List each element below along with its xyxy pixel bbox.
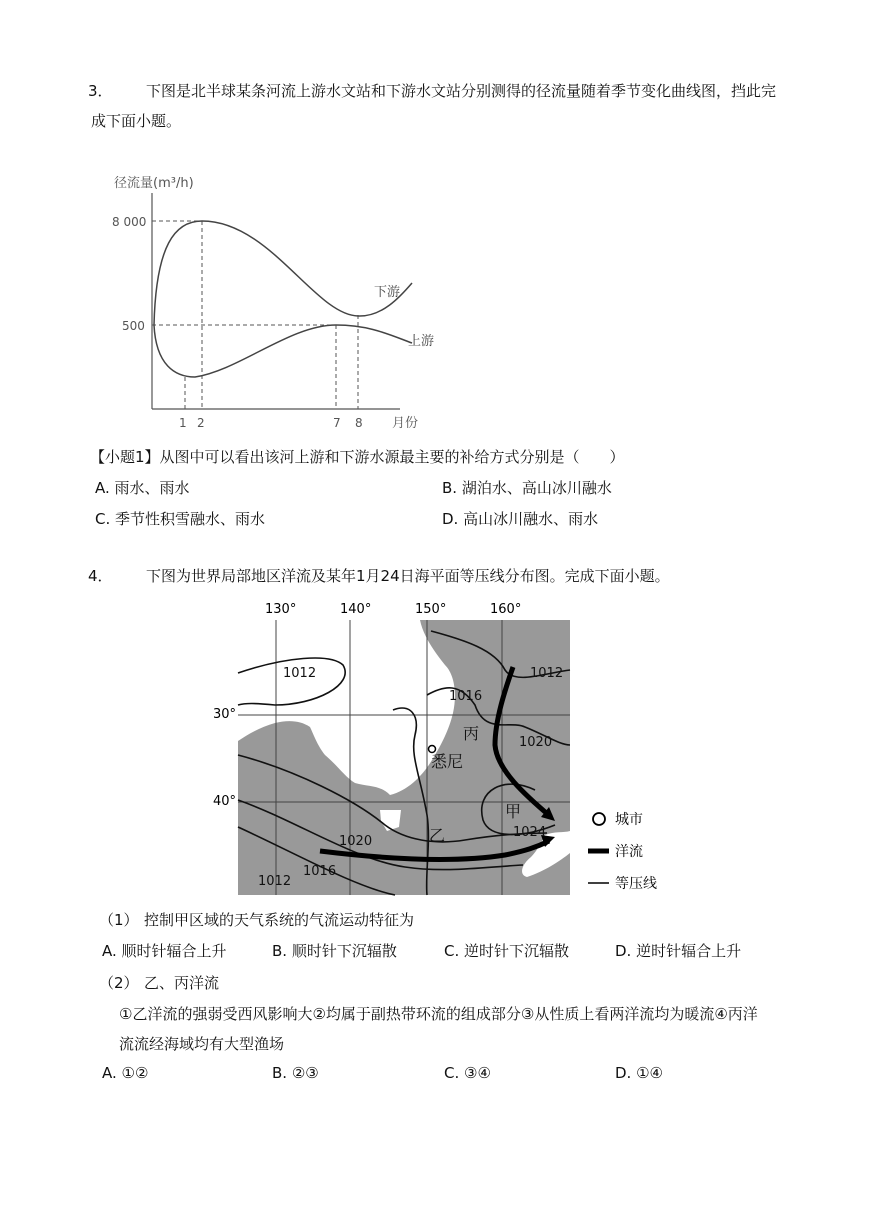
label-yi: 乙 [429,826,446,845]
lon-160-label: 160° [490,602,522,617]
lat-30-label: 30° [213,707,237,722]
lon-130-label: 130° [265,602,297,617]
q4-stem: 下图为世界局部地区洋流及某年1月24日海平面等压线分布图。完成下面小题。 [146,567,670,585]
legend-city-label: 城市 [615,812,643,828]
q4-sub2-question: 乙、丙洋流 [144,974,220,992]
isobar-current-map [205,595,675,900]
legend-city-icon [593,813,605,825]
q4-sub1-option-c[interactable]: C. 逆时针下沉辐散 [444,942,570,960]
legend-current-label: 洋流 [615,844,643,860]
isobar-label-1020-south: 1020 [339,834,373,849]
label-bing: 丙 [463,724,480,743]
x-axis-title: 月份 [392,416,419,431]
q4-sub1-question: 控制甲区域的天气系统的气流运动特征为 [144,911,415,929]
q3-stem-line2: 成下面小题。 [91,112,182,130]
lon-140-label: 140° [340,602,372,617]
label-upstream: 上游 [408,334,435,349]
q4-sub2-statements-line1: ①乙洋流的强弱受西风影响大②均属于副热带环流的组成部分③从性质上看两洋流均为暖流④丙洋 [119,1005,758,1023]
x-tick-1: 1 [179,416,187,430]
q4-number: 4． [88,567,113,585]
q3-sub1-option-c[interactable]: C. 季节性积雪融水、雨水 [95,510,266,528]
isobar-label-1016-south: 1016 [303,864,337,879]
isobar-label-1012-east: 1012 [530,666,564,681]
q4-sub2-number: （2） [99,974,139,992]
q4-sub2-option-a[interactable]: A. ①② [102,1064,149,1082]
q4-sub1-option-d[interactable]: D. 逆时针辐合上升 [615,942,742,960]
q4-sub1-number: （1） [99,911,139,929]
q4-sub2-option-c[interactable]: C. ③④ [444,1064,491,1082]
q3-sub1-option-b[interactable]: B. 湖泊水、高山冰川融水 [442,479,612,497]
isobar-label-1012-south: 1012 [258,874,292,889]
upstream-curve [154,325,412,377]
isobar-label-1020-east: 1020 [519,735,553,750]
q4-sub1-option-a[interactable]: A. 顺时针辐合上升 [102,942,227,960]
q4-sub2-option-d[interactable]: D. ①④ [615,1064,663,1082]
y-tick-8000: 8 000 [112,215,147,229]
runoff-chart [90,165,450,435]
legend-isobar-label: 等压线 [615,876,657,892]
q4-sub1-option-b[interactable]: B. 顺时针下沉辐散 [272,942,397,960]
lat-40-label: 40° [213,794,237,809]
isobar-label-1016-north: 1016 [449,689,483,704]
isobar-label-1012-west: 1012 [283,666,317,681]
lon-150-label: 150° [415,602,447,617]
q4-sub2-statements-line2: 流流经海域均有大型渔场 [119,1035,285,1053]
q3-sub1-option-a[interactable]: A. 雨水、雨水 [95,479,190,497]
q3-sub1-option-d[interactable]: D. 高山冰川融水、雨水 [442,510,599,528]
q3-number: 3． [88,82,113,100]
sydney-city-icon [429,746,436,753]
q3-sub1-question: 【小题1】从图中可以看出该河上游和下游水源最主要的补给方式分别是（ ） [90,448,625,466]
y-tick-500: 500 [122,319,145,333]
label-sydney: 悉尼 [431,752,464,771]
y-axis-title: 径流量(m³/h) [114,176,194,191]
isobar-label-1024: 1024 [513,825,547,840]
label-downstream: 下游 [374,285,401,300]
label-jia: 甲 [505,802,522,821]
x-tick-2: 2 [197,416,205,430]
q4-sub2-option-b[interactable]: B. ②③ [272,1064,319,1082]
x-tick-7: 7 [333,416,341,430]
q3-stem-line1: 下图是北半球某条河流上游水文站和下游水文站分别测得的径流量随着季节变化曲线图，挡此完 [146,82,777,100]
downstream-curve [154,221,412,325]
x-tick-8: 8 [355,416,363,430]
